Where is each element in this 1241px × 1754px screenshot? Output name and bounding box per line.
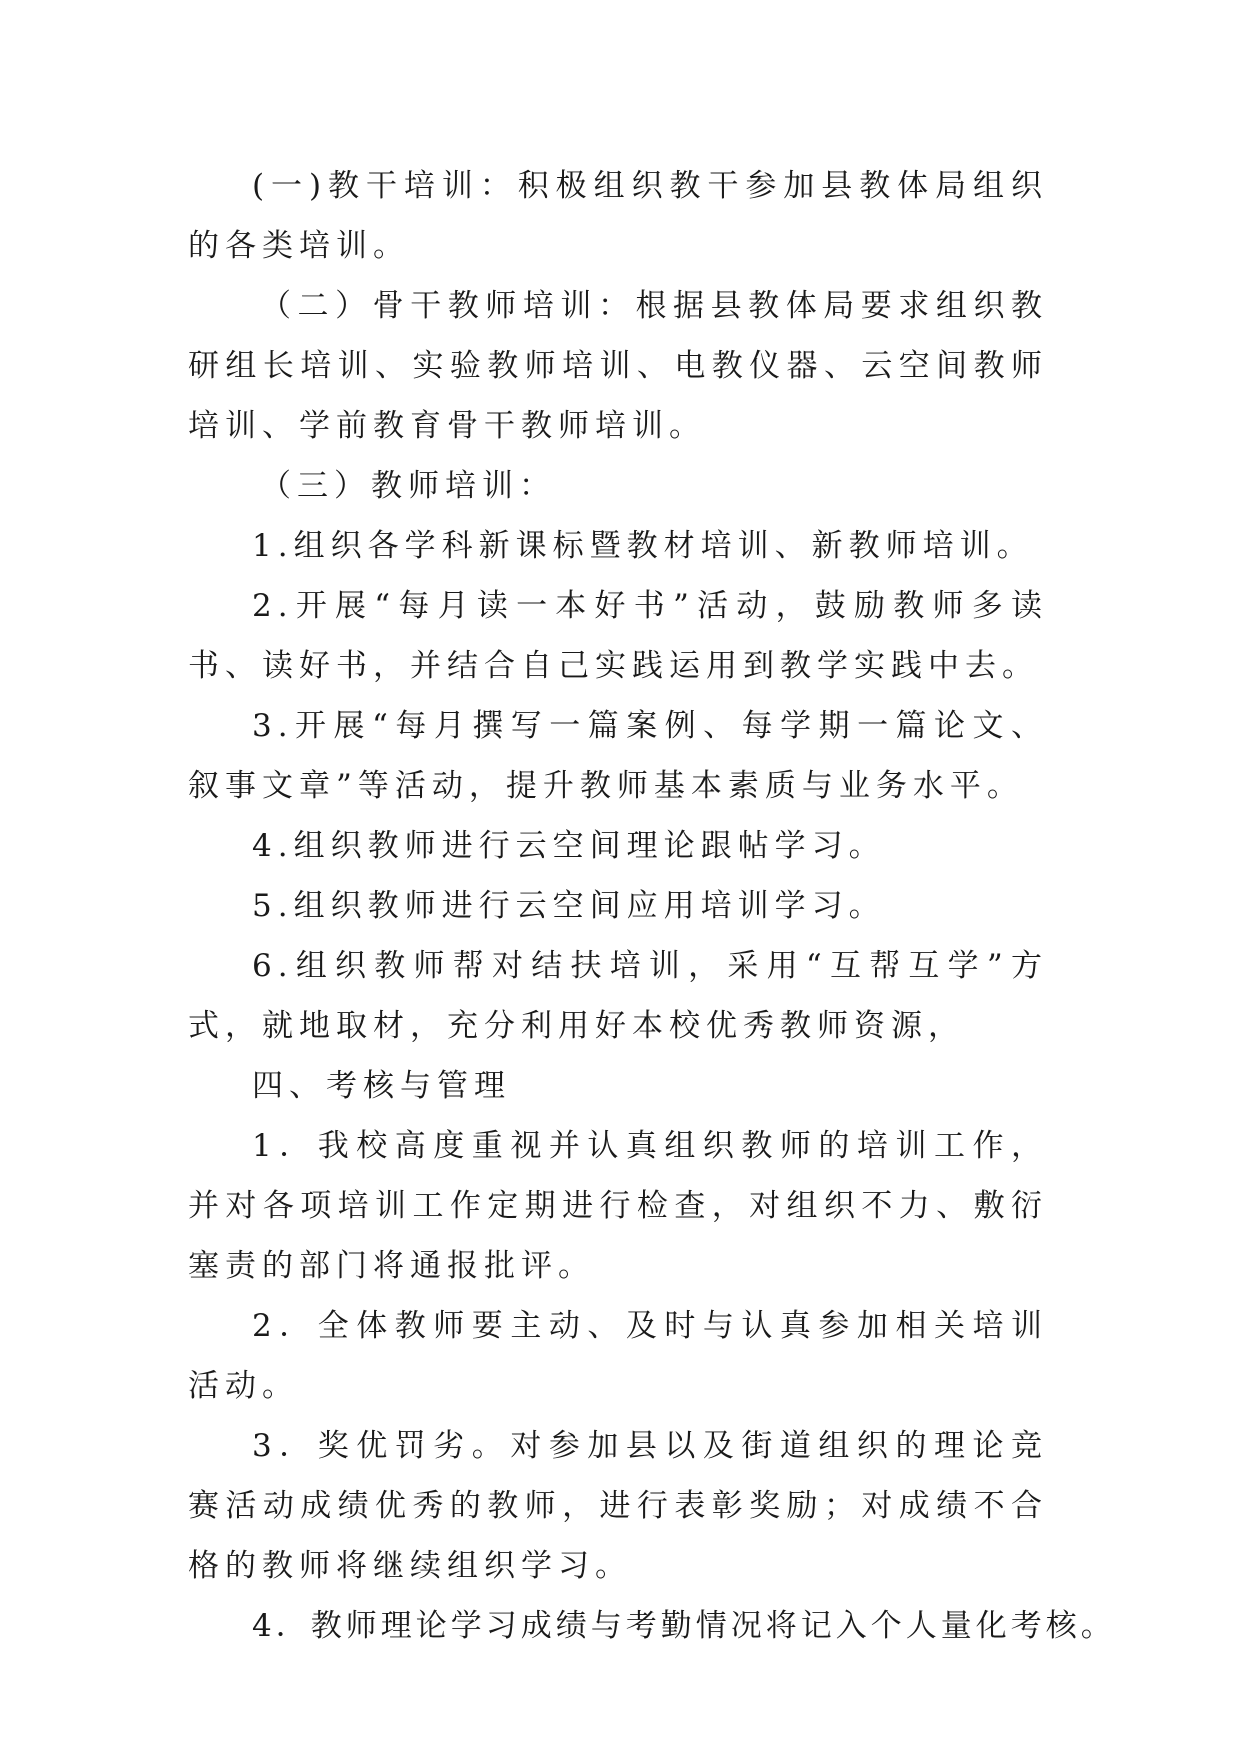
document-body <box>188 156 1116 1656</box>
list-item-6: 6.组织教师帮对结扶培训，采用“互帮互学”方式，就地取材，充分利用好本校优秀教师资源， <box>188 948 1048 1044</box>
paragraph-teacher-cadre-training: (一)教干培训：积极组织教干参加县教体局组织的各类培训。 <box>188 168 1048 264</box>
list-item-1: 1.组织各学科新课标暨教材培训、新教师培训。 <box>252 528 1034 564</box>
list-item-4: 4.组织教师进行云空间理论跟帖学习。 <box>252 828 886 864</box>
list-item-3: 3.开展“每月撰写一篇案例、每学期一篇论文、叙事文章”等活动，提升教师基本素质与业务水平。 <box>188 708 1048 804</box>
assessment-item-4: 4．教师理论学习成绩与考勤情况将记入个人量化考核。 <box>252 1608 1116 1644</box>
assessment-item-2: 2．全体教师要主动、及时与认真参加相关培训活动。 <box>188 1308 1048 1404</box>
list-item-2: 2.开展“每月读一本好书”活动，鼓励教师多读书、读好书，并结合自己实践运用到教学实践中去。 <box>188 588 1048 684</box>
assessment-item-3: 3．奖优罚劣。对参加县以及街道组织的理论竞赛活动成绩优秀的教师，进行表彰奖励；对成绩不合格的教师将继续组织学习。 <box>188 1428 1048 1584</box>
assessment-item-1: 1．我校高度重视并认真组织教师的培训工作，并对各项培训工作定期进行检查，对组织不力、敷衍塞责的部门将通报批评。 <box>188 1128 1048 1284</box>
paragraph-teacher-training-heading: （三）教师培训： <box>260 468 556 504</box>
paragraph-backbone-teacher-training: （二）骨干教师培训：根据县教体局要求组织教研组长培训、实验教师培训、电教仪器、云空间教师培训、学前教育骨干教师培训。 <box>188 288 1048 444</box>
list-item-5: 5.组织教师进行云空间应用培训学习。 <box>252 888 886 924</box>
section-heading-assessment: 四、考核与管理 <box>252 1068 511 1104</box>
